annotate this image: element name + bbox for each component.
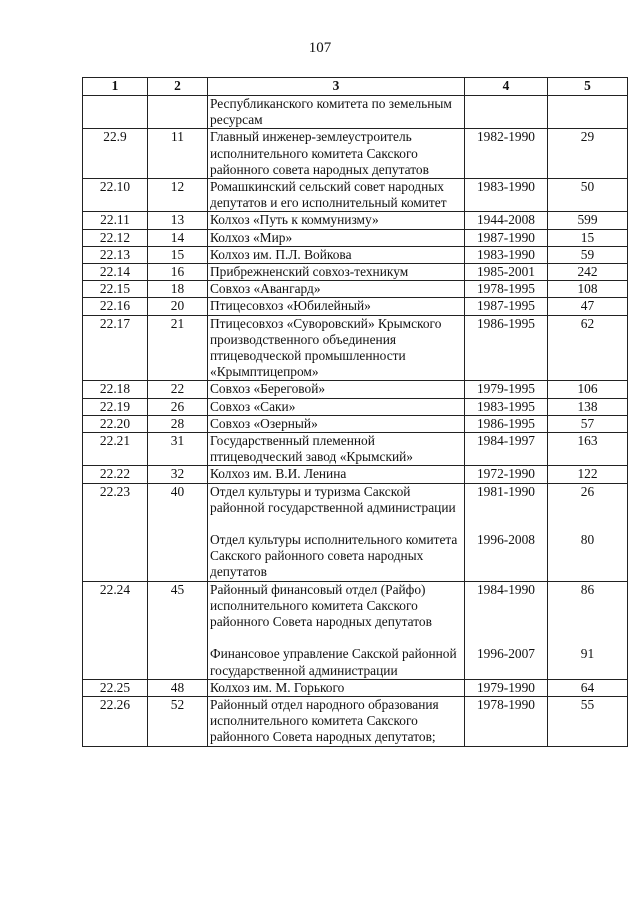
page-number: 107	[308, 40, 332, 56]
fund-title: Районный финансовый отдел (Райфо) исполнительного комитета Сакского районного Совета народных депутатов	[210, 581, 432, 630]
fund-title-cell	[208, 96, 465, 129]
fund-title-cell	[208, 281, 465, 298]
file-count: 86	[580, 581, 595, 597]
column-header-2: 2	[148, 78, 208, 96]
years-cell	[465, 179, 548, 212]
fund-title: Районный отдел народного образования исполнительного комитета Сакского районного Совета народных депутатов;	[210, 696, 439, 745]
file-count-cell	[548, 381, 628, 398]
fund-years: 1979-1995	[476, 381, 536, 397]
fund-title: Ромашкинский сельский совет народных депутатов и его исполнительный комитет	[210, 179, 447, 211]
fund-title-cell	[208, 696, 465, 746]
file-count: 64	[580, 679, 595, 695]
row-number-cell	[83, 96, 148, 129]
table-row	[83, 129, 628, 179]
table-row	[83, 398, 628, 415]
fund-title-cell	[208, 229, 465, 246]
fund-title-cell	[208, 466, 465, 483]
row-number-cell: 22.9	[83, 129, 148, 179]
table-row	[83, 433, 628, 466]
table-row	[83, 679, 628, 696]
fund-title-cell	[208, 264, 465, 281]
fund-title-cell	[208, 415, 465, 432]
file-count-cell	[548, 696, 628, 746]
table-row	[83, 281, 628, 298]
years-cell	[465, 281, 548, 298]
file-count-cell	[548, 581, 628, 679]
file-count: 80	[580, 532, 595, 548]
file-count-cell	[548, 264, 628, 281]
fund-years: 1984-1997	[476, 433, 536, 449]
file-count: 59	[580, 246, 595, 262]
years-cell	[465, 264, 548, 281]
fund-years: 1978-1995	[476, 281, 536, 297]
fund-title-cell	[208, 298, 465, 315]
fund-number-cell: 11	[148, 129, 208, 179]
file-count-cell	[548, 281, 628, 298]
fund-years: 1983-1990	[476, 179, 536, 195]
fund-number-cell: 32	[148, 466, 208, 483]
file-count: 15	[580, 229, 595, 245]
table-row	[83, 466, 628, 483]
fund-title: Республиканского комитета по земельным ресурсам	[210, 96, 452, 128]
column-header-3: 3	[208, 78, 465, 96]
row-number-cell: 22.17	[83, 315, 148, 381]
fund-title-cell	[208, 129, 465, 179]
file-count-cell	[548, 298, 628, 315]
column-header-5: 5	[548, 78, 628, 96]
fund-title: Колхоз им. М. Горького	[210, 679, 345, 695]
fund-number-cell: 16	[148, 264, 208, 281]
years-cell	[465, 415, 548, 432]
file-count: 91	[580, 646, 595, 662]
fund-number-cell: 45	[148, 581, 208, 679]
fund-number-cell: 48	[148, 679, 208, 696]
table-row	[83, 212, 628, 229]
fund-title-cell	[208, 433, 465, 466]
fund-years: 1982-1990	[476, 129, 536, 145]
file-count: 242	[577, 264, 598, 280]
fund-title: Государственный племенной птицеводческий завод «Крымский»	[210, 433, 413, 465]
years-cell	[465, 679, 548, 696]
years-cell	[465, 315, 548, 381]
fund-title: Прибрежненский совхоз-техникум	[210, 264, 409, 280]
fund-number-cell: 40	[148, 483, 208, 581]
fund-years: 1981-1990	[476, 483, 536, 499]
file-count-cell	[548, 129, 628, 179]
fund-years: 1983-1990	[476, 246, 536, 262]
row-number-cell: 22.18	[83, 381, 148, 398]
fund-number-cell: 28	[148, 415, 208, 432]
table-body	[83, 96, 628, 747]
fund-title: Колхоз «Мир»	[210, 229, 293, 245]
table-row	[83, 246, 628, 263]
row-number-cell: 22.19	[83, 398, 148, 415]
file-count-cell	[548, 398, 628, 415]
fund-title: Колхоз им. В.И. Ленина	[210, 466, 347, 482]
fund-title: Отдел культуры исполнительного комитета Сакского районного совета народных депутатов	[210, 532, 458, 580]
fund-years: 1986-1995	[476, 315, 536, 331]
file-count-cell	[548, 315, 628, 381]
fund-title: Совхоз «Озерный»	[210, 415, 318, 431]
fund-title: Совхоз «Береговой»	[210, 381, 326, 397]
file-count: 108	[577, 281, 598, 297]
file-count: 50	[580, 179, 595, 195]
row-number-cell: 22.26	[83, 696, 148, 746]
table-row	[83, 315, 628, 381]
fund-title: Главный инженер-землеустроитель исполнительного комитета Сакского районного совета народных депутатов	[210, 129, 429, 177]
file-count-cell	[548, 246, 628, 263]
column-header-1: 1	[83, 78, 148, 96]
years-cell	[465, 246, 548, 263]
row-number-cell: 22.15	[83, 281, 148, 298]
file-count: 57	[580, 415, 595, 431]
fund-number-cell: 31	[148, 433, 208, 466]
fund-title-cell	[208, 179, 465, 212]
fund-title: Финансовое управление Сакской районной государственной администрации	[210, 646, 457, 678]
fund-title: Колхоз «Путь к коммунизму»	[210, 212, 379, 228]
table-row	[83, 179, 628, 212]
fund-title: Колхоз им. П.Л. Войкова	[210, 246, 352, 262]
row-number-cell: 22.11	[83, 212, 148, 229]
years-cell	[465, 212, 548, 229]
fund-title: Птицесовхоз «Юбилейный»	[210, 298, 371, 314]
file-count: 29	[580, 129, 595, 145]
fund-title-cell	[208, 483, 465, 581]
fund-number-cell: 18	[148, 281, 208, 298]
fund-years: 1983-1995	[476, 398, 536, 414]
file-count-cell	[548, 96, 628, 129]
years-cell	[465, 298, 548, 315]
row-number-cell: 22.10	[83, 179, 148, 212]
file-count: 122	[577, 466, 598, 482]
file-count-cell	[548, 483, 628, 581]
years-cell	[465, 433, 548, 466]
file-count-cell	[548, 229, 628, 246]
fund-number-cell: 52	[148, 696, 208, 746]
years-cell	[465, 398, 548, 415]
row-number-cell: 22.21	[83, 433, 148, 466]
table-row	[83, 298, 628, 315]
row-number-cell: 22.25	[83, 679, 148, 696]
years-cell	[465, 581, 548, 679]
fund-title: Совхоз «Саки»	[210, 398, 296, 414]
fund-years: 1987-1990	[476, 229, 536, 245]
table-row	[83, 415, 628, 432]
row-number-cell: 22.16	[83, 298, 148, 315]
fund-title: Птицесовхоз «Суворовский» Крымского производственного объединения птицеводческой промышленности «Крымптицепром»	[210, 315, 442, 380]
table-row	[83, 696, 628, 746]
row-number-cell: 22.20	[83, 415, 148, 432]
fund-number-cell: 15	[148, 246, 208, 263]
file-count: 47	[580, 298, 595, 314]
fund-years: 1985-2001	[476, 264, 536, 280]
fund-title-cell	[208, 212, 465, 229]
fund-title: Отдел культуры и туризма Сакской районной государственной администрации	[210, 483, 456, 515]
file-count: 106	[577, 381, 598, 397]
file-count: 55	[580, 696, 595, 712]
years-cell	[465, 96, 548, 129]
fund-years: 1996-2008	[476, 532, 536, 548]
file-count: 163	[577, 433, 598, 449]
row-number-cell: 22.24	[83, 581, 148, 679]
fund-number-cell: 21	[148, 315, 208, 381]
header-row	[83, 78, 628, 96]
fund-number-cell: 22	[148, 381, 208, 398]
file-count: 138	[577, 398, 598, 414]
years-cell	[465, 229, 548, 246]
fund-years: 1996-2007	[476, 646, 536, 662]
years-cell	[465, 129, 548, 179]
table-row	[83, 229, 628, 246]
file-count-cell	[548, 179, 628, 212]
file-count-cell	[548, 212, 628, 229]
fund-years: 1978-1990	[476, 696, 536, 712]
table-row	[83, 264, 628, 281]
fund-title-cell	[208, 398, 465, 415]
table-row	[83, 96, 628, 129]
table-row	[83, 483, 628, 581]
fund-number-cell	[148, 96, 208, 129]
fund-years: 1944-2008	[476, 212, 536, 228]
fund-number-cell: 26	[148, 398, 208, 415]
column-header-4: 4	[465, 78, 548, 96]
fund-title-cell	[208, 581, 465, 679]
table-row	[83, 581, 628, 679]
archive-funds-table	[82, 77, 628, 747]
years-cell	[465, 466, 548, 483]
file-count: 26	[580, 483, 595, 499]
row-number-cell: 22.23	[83, 483, 148, 581]
fund-years: 1979-1990	[476, 679, 536, 695]
years-cell	[465, 381, 548, 398]
years-cell	[465, 483, 548, 581]
row-number-cell: 22.22	[83, 466, 148, 483]
file-count-cell	[548, 433, 628, 466]
file-count-cell	[548, 679, 628, 696]
file-count: 599	[577, 212, 598, 228]
fund-years: 1984-1990	[476, 581, 536, 597]
fund-years: 1986-1995	[476, 415, 536, 431]
fund-years: 1987-1995	[476, 298, 536, 314]
row-number-cell: 22.13	[83, 246, 148, 263]
years-cell	[465, 696, 548, 746]
fund-number-cell: 13	[148, 212, 208, 229]
fund-number-cell: 20	[148, 298, 208, 315]
fund-title-cell	[208, 679, 465, 696]
row-number-cell: 22.12	[83, 229, 148, 246]
file-count: 62	[580, 315, 595, 331]
fund-title-cell	[208, 246, 465, 263]
fund-years: 1972-1990	[476, 466, 536, 482]
fund-number-cell: 12	[148, 179, 208, 212]
row-number-cell: 22.14	[83, 264, 148, 281]
fund-title: Совхоз «Авангард»	[210, 281, 321, 297]
table-row	[83, 381, 628, 398]
fund-number-cell: 14	[148, 229, 208, 246]
file-count-cell	[548, 415, 628, 432]
fund-title-cell	[208, 315, 465, 381]
fund-title-cell	[208, 381, 465, 398]
file-count-cell	[548, 466, 628, 483]
